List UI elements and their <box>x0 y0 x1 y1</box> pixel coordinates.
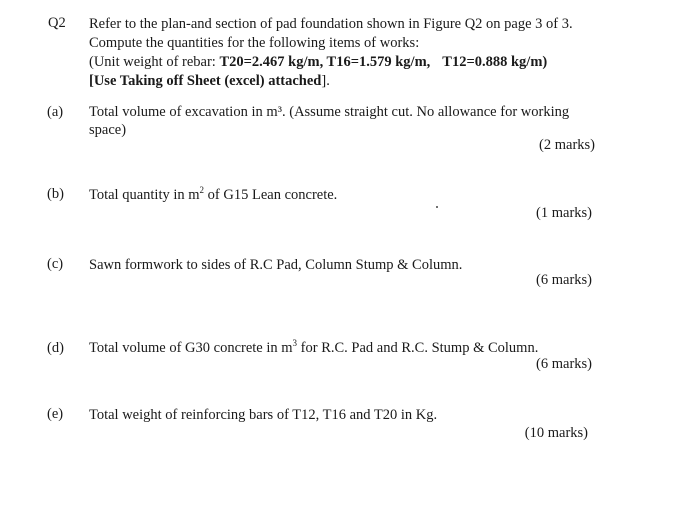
part-a-marks: (2 marks) <box>539 137 595 153</box>
rebar-t12: T12=0.888 kg/m) <box>442 54 548 70</box>
part-b-label: (b) <box>47 186 64 202</box>
intro-line-2: Compute the quantities for the following items of works: <box>89 35 420 51</box>
rebar-t20-t16: T20=2.467 kg/m, T16=1.579 kg/m, <box>219 54 431 70</box>
part-d-text-post: for R.C. Pad and R.C. Stump & Column. <box>297 340 539 356</box>
rebar-open: (Unit weight of rebar: <box>89 54 220 70</box>
part-d-marks: (6 marks) <box>536 356 592 372</box>
part-e-text: Total weight of reinforcing bars of T12, T16 and T20 in Kg. <box>89 407 438 423</box>
part-b-marks: (1 marks) <box>536 205 592 221</box>
part-b-text-sup: 2 <box>199 185 205 195</box>
part-a-text-line-2: space) <box>89 122 127 138</box>
part-a-text <box>89 103 569 139</box>
sheet-note-line <box>89 72 573 91</box>
part-a-label: (a) <box>47 104 64 120</box>
part-b-text-post: of G15 Lean concrete. <box>204 187 338 203</box>
sheet-note: [Use Taking off Sheet (excel) attached <box>89 73 322 89</box>
part-e-label: (e) <box>47 406 64 422</box>
part-b-text <box>89 186 337 204</box>
part-e-marks: (10 marks) <box>524 425 588 441</box>
part-c-label: (c) <box>47 256 64 272</box>
rebar-weights-line <box>89 53 573 72</box>
part-c-text: Sawn formwork to sides of R.C Pad, Column Stump & Column. <box>89 257 463 273</box>
question-intro <box>89 15 573 91</box>
part-d-text-pre: Total volume of G30 concrete in m <box>89 340 293 356</box>
part-b-text-pre: Total quantity in m <box>89 187 200 203</box>
part-d-text <box>89 339 538 357</box>
question-number: Q2 <box>48 15 66 31</box>
part-d-text-sup: 3 <box>292 338 298 348</box>
stray-mark <box>436 206 438 208</box>
part-d-label: (d) <box>47 340 64 356</box>
intro-line-1: Refer to the plan-and section of pad foundation shown in Figure Q2 on page 3 of 3. <box>89 16 573 32</box>
part-a-text-line-1: Total volume of excavation in m³. (Assume straight cut. No allowance for working <box>89 104 570 120</box>
sheet-note-close: ]. <box>321 73 330 89</box>
part-c-marks: (6 marks) <box>536 272 592 288</box>
